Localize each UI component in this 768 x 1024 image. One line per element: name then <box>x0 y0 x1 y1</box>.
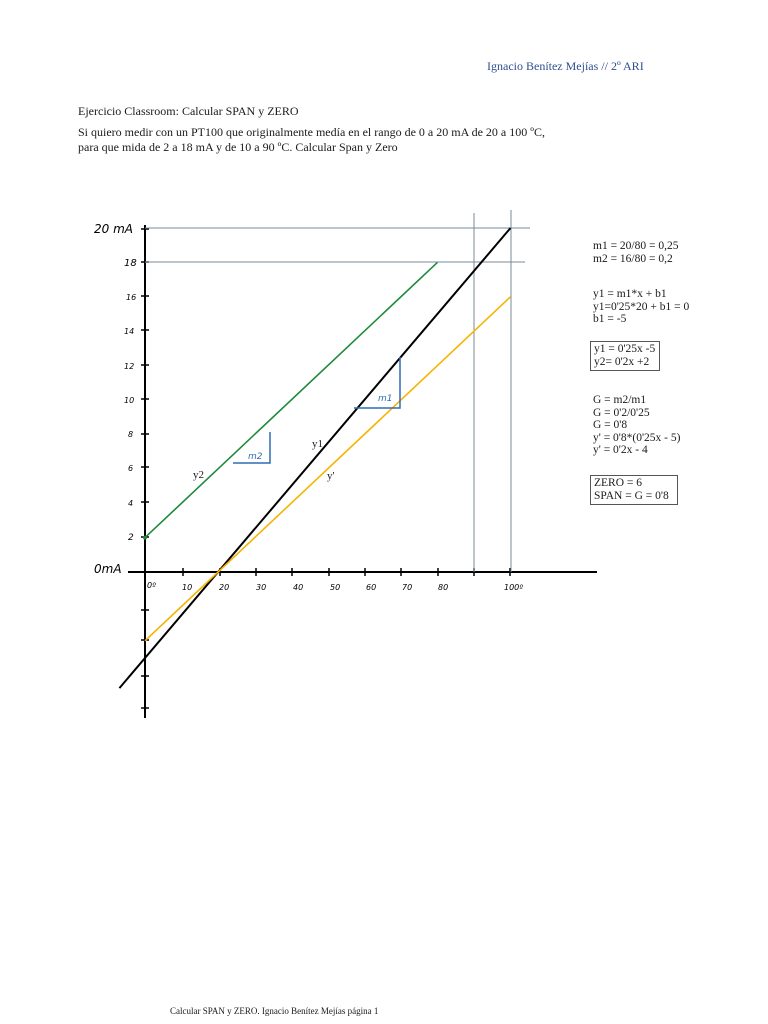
line-label-y2: y2 <box>193 469 204 481</box>
x-label-20: 20 <box>219 583 230 592</box>
x-label-10: 10 <box>182 583 193 592</box>
slope-label-m1: m1 <box>378 394 393 404</box>
calc-line: y2= 0'2x +2 <box>594 355 650 368</box>
calc-line: y' = 0'8*(0'25x - 5) <box>593 431 681 444</box>
result-zero: ZERO = 6 <box>594 477 643 489</box>
calc-line: G = m2/m1 <box>593 394 647 406</box>
y-label-4: 4 <box>128 499 134 508</box>
y-label-16: 16 <box>126 293 137 302</box>
statement-line-1: Si quiero medir con un PT100 que originalmente medía en el rango de 0 a 20 mA de 20 a 100 ºC, <box>78 125 545 139</box>
y-label-20ma: 20 mA <box>94 222 133 236</box>
calc-line: y1 = 0'25x -5 <box>594 343 656 355</box>
x-label-50: 50 <box>330 583 341 592</box>
y-label-14: 14 <box>124 327 135 336</box>
slope-label-m2: m2 <box>248 452 263 462</box>
y-label-6: 6 <box>128 464 134 473</box>
gain-block <box>593 394 680 457</box>
y-label-10: 10 <box>124 396 135 405</box>
slopes-block <box>593 240 679 265</box>
calc-line: b1 = -5 <box>593 313 627 325</box>
x-label-60: 60 <box>366 583 377 592</box>
calc-line: m2 = 16/80 = 0,2 <box>593 252 673 265</box>
result-span: SPAN = G = 0'8 <box>594 489 669 502</box>
line-label-y1: y1 <box>312 438 323 450</box>
calc-line: G = 0'8 <box>593 419 628 431</box>
guide-lines <box>145 210 530 572</box>
calc-line: y' = 0'2x - 4 <box>593 444 648 456</box>
y-label-0ma: 0mA <box>94 562 122 576</box>
y-label-2: 2 <box>128 533 134 543</box>
x-label-100: 100º <box>504 583 524 592</box>
x-label-30: 30 <box>256 583 267 592</box>
x-label-70: 70 <box>402 583 413 592</box>
y-label-12: 12 <box>124 362 135 371</box>
exercise-title: Ejercicio Classroom: Calcular SPAN y ZERO <box>78 104 299 118</box>
author-header: Ignacio Benítez Mejías // 2º ARI <box>487 59 644 73</box>
y-label-8: 8 <box>128 430 134 439</box>
equations-box <box>590 341 660 371</box>
x-label-40: 40 <box>293 583 304 592</box>
calc-line: y1=0'25*20 + b1 = 0 <box>593 300 690 313</box>
line-y2 <box>145 262 437 537</box>
calc-line: m1 = 20/80 = 0,25 <box>593 240 679 252</box>
line-y2-start-point <box>143 536 147 540</box>
calc-line: y1 = m1*x + b1 <box>593 288 667 300</box>
y-axis-labels <box>94 222 137 576</box>
page-footer: Calcular SPAN y ZERO. Ignacio Benítez Mejías página 1 <box>170 1006 379 1016</box>
line-y1 <box>119 228 510 688</box>
result-box <box>590 475 678 505</box>
statement-line-2: para que mida de 2 a 18 mA y de 10 a 90 ºC. Calcular Span y Zero <box>78 140 398 154</box>
x-label-80: 80 <box>438 583 449 592</box>
y-label-18: 18 <box>124 258 137 269</box>
calc-line: G = 0'2/0'25 <box>593 406 650 419</box>
x-label-0: 0º <box>147 581 156 590</box>
line-label-yprime: y' <box>327 470 335 482</box>
y1-block <box>593 288 689 326</box>
